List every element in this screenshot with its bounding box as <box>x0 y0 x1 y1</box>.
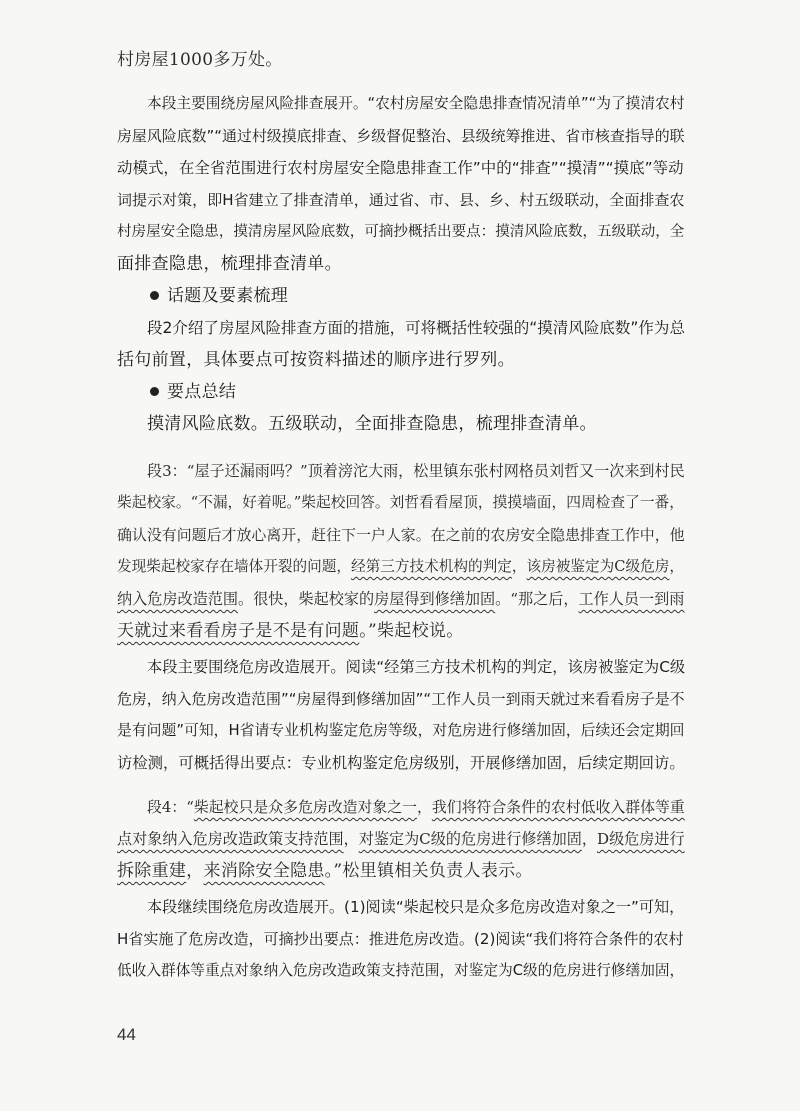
heading-text: 话题及要素梳理 <box>167 286 289 306</box>
excerpt-line: 段3：“屋子还漏雨吗？”顶着滂沱大雨，松里镇东张村网格员刘哲又一次来到村民 <box>147 462 685 480</box>
paragraph-line: 括句前置，具体要点可按资料描述的顺序进行罗列。 <box>117 350 515 370</box>
paragraph-line: 本段继续围绕危房改造展开。(1)阅读“柴起校只是众多危房改造对象之一”可知， <box>147 898 685 916</box>
bullet-icon <box>150 387 159 396</box>
heading-text: 要点总结 <box>167 382 237 402</box>
excerpt-line: 柴起校家。“不漏，好着呢。”柴起校回答。刘哲看看屋顶，摸摸墙面，四周检查了一番， <box>117 494 684 511</box>
paragraph-line: 词提示对策，即H省建立了排查清单，通过省、市、县、乡、村五级联动，全面排查农 <box>117 191 685 209</box>
page-number: 44 <box>117 1025 136 1044</box>
paragraph-line: 段2介绍了房屋风险排查方面的措施，可将概括性较强的“摸清风险底数”作为总 <box>147 319 685 337</box>
underlined-phrase: 拆除重建 <box>117 861 187 881</box>
excerpt-line: 确认没有问题后才放心离开，赶往下一户人家。在之前的农房安全隐患排查工作中，他 <box>117 526 685 544</box>
excerpt-line <box>117 620 464 642</box>
paragraph-line: 村房屋安全隐患，摸清房屋风险底数，可摘抄概括出要点：摸清风险底数，五级联动，全 <box>117 223 685 240</box>
excerpt-text: 。”柴起校说。 <box>359 621 464 641</box>
bullet-icon <box>150 291 159 300</box>
underlined-phrase: 来消除安全隐患 <box>203 861 325 881</box>
paragraph-line: 危房，纳入危房改造范围”“房屋得到修缮加固”“工作人员一到雨天就过来看看房子是不 <box>117 690 685 708</box>
excerpt-text: ， <box>343 830 359 848</box>
excerpt-text: ， <box>511 558 527 575</box>
excerpt-text: 。很快，柴起校家的 <box>238 590 375 608</box>
excerpt-text: 发现柴起校家存在墙体开裂的问题， <box>117 558 352 575</box>
paragraph-line: H省实施了危房改造，可摘抄出要点：推进危房改造。(2)阅读“我们将符合条件的农村 <box>117 930 684 948</box>
excerpt-line <box>117 828 685 850</box>
underlined-phrase: 纳入危房改造范围 <box>117 590 239 608</box>
section-heading <box>150 285 288 307</box>
paragraph-line: 面排查隐患，梳理排查清单。 <box>117 254 342 274</box>
excerpt-text: ， <box>186 861 204 881</box>
paragraph-line: 低收入群体等重点对象纳入危房改造政策支持范围，对鉴定为C级的危房进行修缮加固， <box>117 962 685 979</box>
excerpt-text: 段4：“ <box>147 798 194 816</box>
paragraph-line: 访检测，可概括得出要点：专业机构鉴定危房级别，开展修缮加固，后续定期回访。 <box>117 754 685 772</box>
excerpt-line <box>117 860 533 882</box>
underlined-phrase: 我们将符合条件的农村低收入群体等重 <box>431 798 685 816</box>
excerpt-line <box>117 556 684 578</box>
paragraph-line: 本段主要围绕房屋风险排查展开。“农村房屋安全隐患排查情况清单”“为了摸清农村 <box>147 95 685 112</box>
underlined-phrase: 房屋得到修缮加固 <box>374 590 496 608</box>
excerpt-line <box>147 796 685 818</box>
paragraph-line: 村房屋1000多万处。 <box>117 50 283 70</box>
excerpt-text: ， <box>669 558 685 575</box>
excerpt-text: ， <box>416 798 432 816</box>
underlined-phrase: 柴起校只是众多危房改造对象之一 <box>193 798 417 816</box>
excerpt-text: 。“那之后， <box>495 590 579 608</box>
paragraph-line: 是有问题”可知，H省请专业机构鉴定危房等级，对危房进行修缮加固，后续还会定期回 <box>117 722 685 739</box>
underlined-phrase: 经第三方技术机构的判定 <box>351 558 512 575</box>
underlined-phrase: 点对象纳入危房改造政策支持范围 <box>117 830 344 848</box>
underlined-phrase: 工作人员一到雨 <box>578 590 685 608</box>
summary-line: 摸清风险底数。五级联动，全面排查隐患，梳理排查清单。 <box>147 414 597 434</box>
underlined-phrase: D级危房进行 <box>596 830 685 848</box>
excerpt-text: ， <box>581 830 597 848</box>
underlined-phrase: 该房被鉴定为C级危房 <box>526 558 670 575</box>
underlined-phrase: 对鉴定为C级的危房进行修缮加固 <box>358 830 582 848</box>
paragraph-line: 房屋风险底数”“通过村级摸底排查、乡级督促整治、县级统筹推进、省市核查指导的联 <box>117 127 685 145</box>
excerpt-text: 。”松里镇相关负责人表示。 <box>324 861 533 881</box>
underlined-phrase: 天就过来看看房子是不是有问题 <box>117 621 360 641</box>
excerpt-line <box>117 588 684 610</box>
paragraph-line: 动模式，在全省范围进行农村房屋安全隐患排查工作”中的“排查”“摸清”“摸底”等动 <box>117 159 684 177</box>
section-heading <box>150 381 236 403</box>
paragraph-line: 本段主要围绕危房改造展开。阅读“经第三方技术机构的判定，该房被鉴定为C级 <box>147 658 686 676</box>
